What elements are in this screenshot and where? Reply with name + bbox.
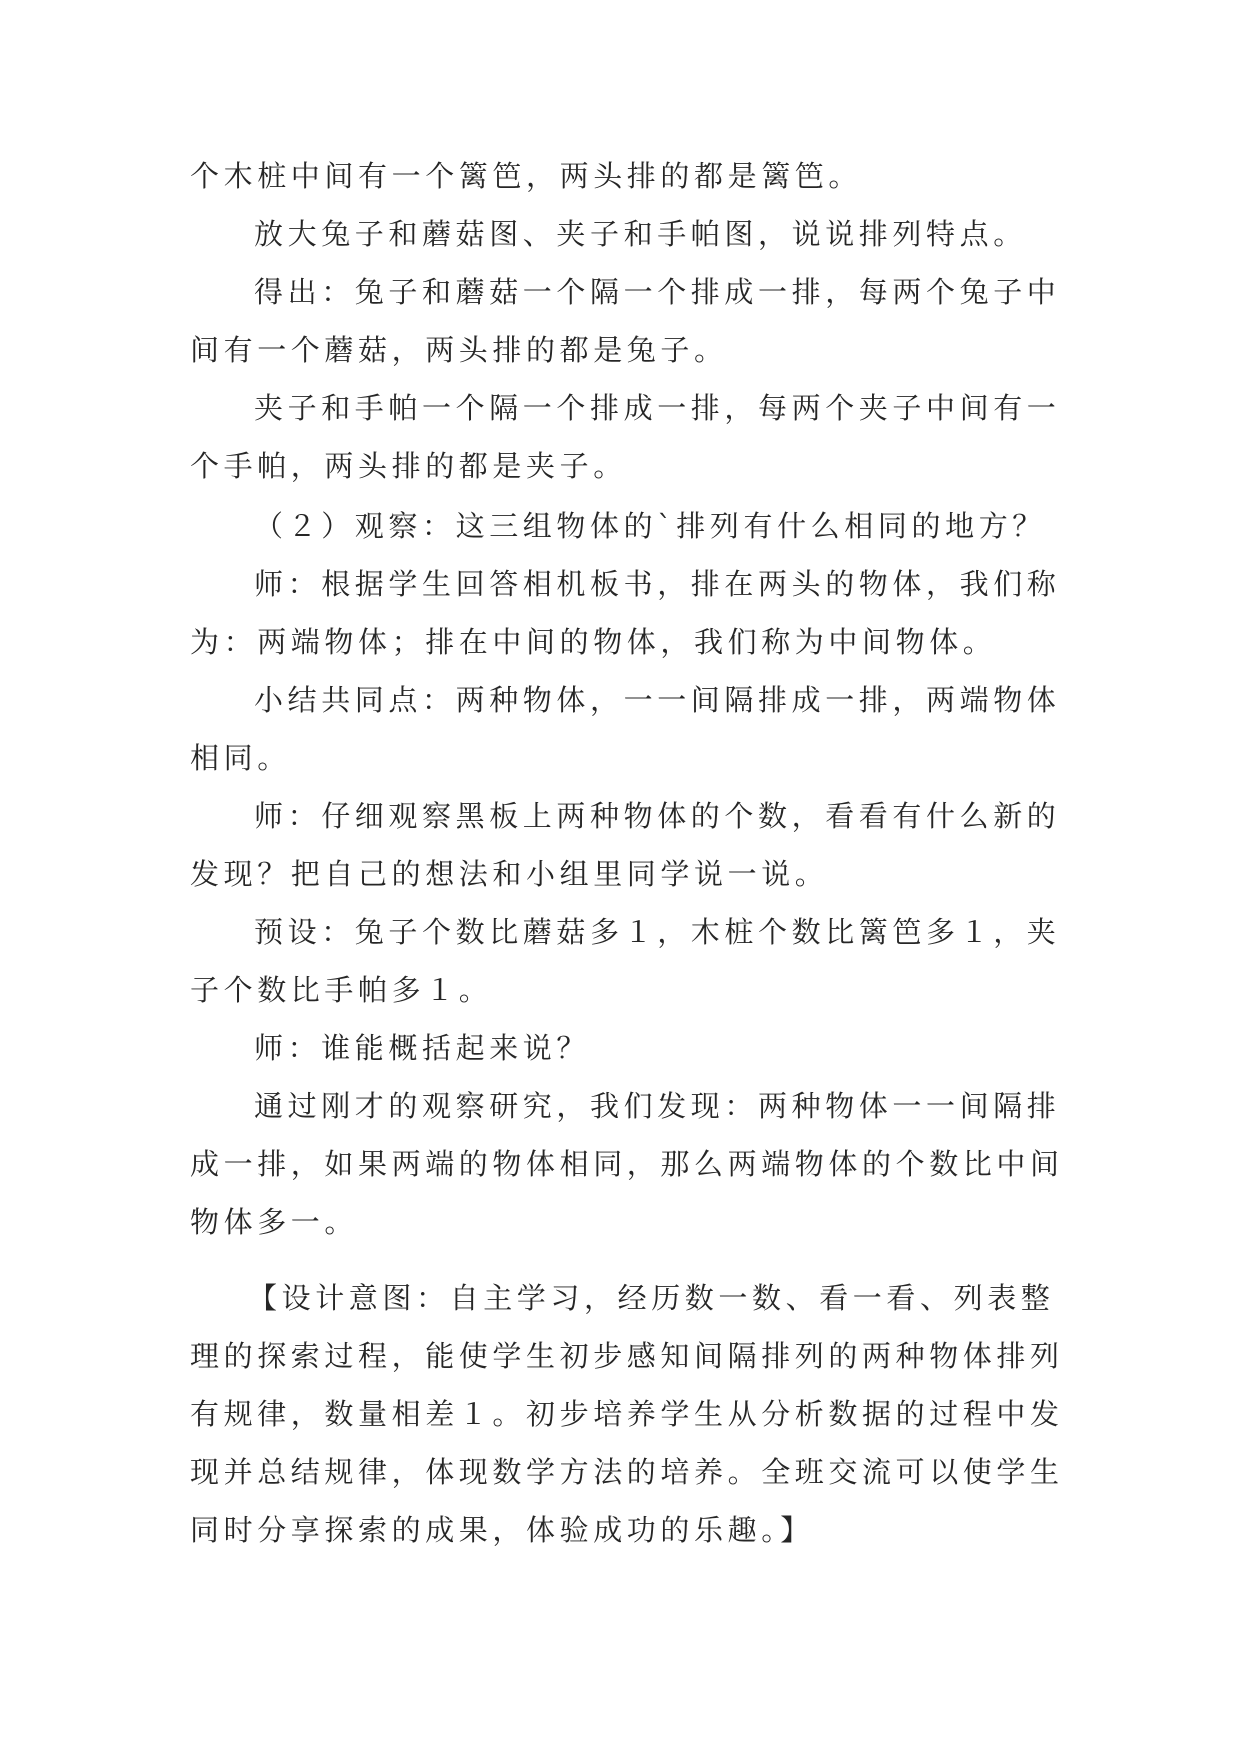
text-line: 有规律，数量相差１。初步培养学生从分析数据的过程中发	[190, 1397, 1064, 1431]
text-line: 个木桩中间有一个篱笆，两头排的都是篱笆。	[190, 159, 863, 193]
text-line: 成一排，如果两端的物体相同，那么两端物体的个数比中间	[190, 1147, 1064, 1181]
text-line: 理的探索过程，能使学生初步感知间隔排列的两种物体排列	[190, 1339, 1064, 1373]
text-line: 子个数比手帕多１。	[190, 973, 493, 1007]
text-line: 小结共同点：两种物体，一一间隔排成一排，两端物体	[254, 683, 1061, 717]
text-line: 通过刚才的观察研究，我们发现：两种物体一一间隔排	[254, 1089, 1061, 1123]
text-line: 预设：兔子个数比蘑菇多１，木桩个数比篱笆多１，夹	[254, 915, 1061, 949]
text-line: 师：仔细观察黑板上两种物体的个数，看看有什么新的	[254, 799, 1061, 833]
text-line: 师：根据学生回答相机板书，排在两头的物体，我们称	[254, 567, 1061, 601]
text-line: 物体多一。	[190, 1205, 359, 1239]
text-line: 放大兔子和蘑菇图、夹子和手帕图，说说排列特点。	[254, 217, 1027, 251]
text-line: 同时分享探索的成果，体验成功的乐趣。】	[190, 1513, 814, 1547]
text-line: 相同。	[190, 741, 291, 775]
text-line: 发现？把自己的想法和小组里同学说一说。	[190, 857, 829, 891]
text-line: 为：两端物体；排在中间的物体，我们称为中间物体。	[190, 625, 997, 659]
text-line: 个手帕，两头排的都是夹子。	[190, 449, 627, 483]
text-line: 现并总结规律，体现数学方法的培养。全班交流可以使学生	[190, 1455, 1064, 1489]
text-line: 得出：兔子和蘑菇一个隔一个排成一排，每两个兔子中	[254, 275, 1061, 309]
text-line: 【设计意图：自主学习，经历数一数、看一看、列表整	[248, 1281, 1055, 1315]
text-line: 间有一个蘑菇，两头排的都是兔子。	[190, 333, 728, 367]
text-line: （２）观察：这三组物体的`排列有什么相同的地方？	[254, 509, 1046, 543]
text-line: 夹子和手帕一个隔一个排成一排，每两个夹子中间有一	[254, 391, 1061, 425]
text-line: 师：谁能概括起来说？	[254, 1031, 591, 1065]
